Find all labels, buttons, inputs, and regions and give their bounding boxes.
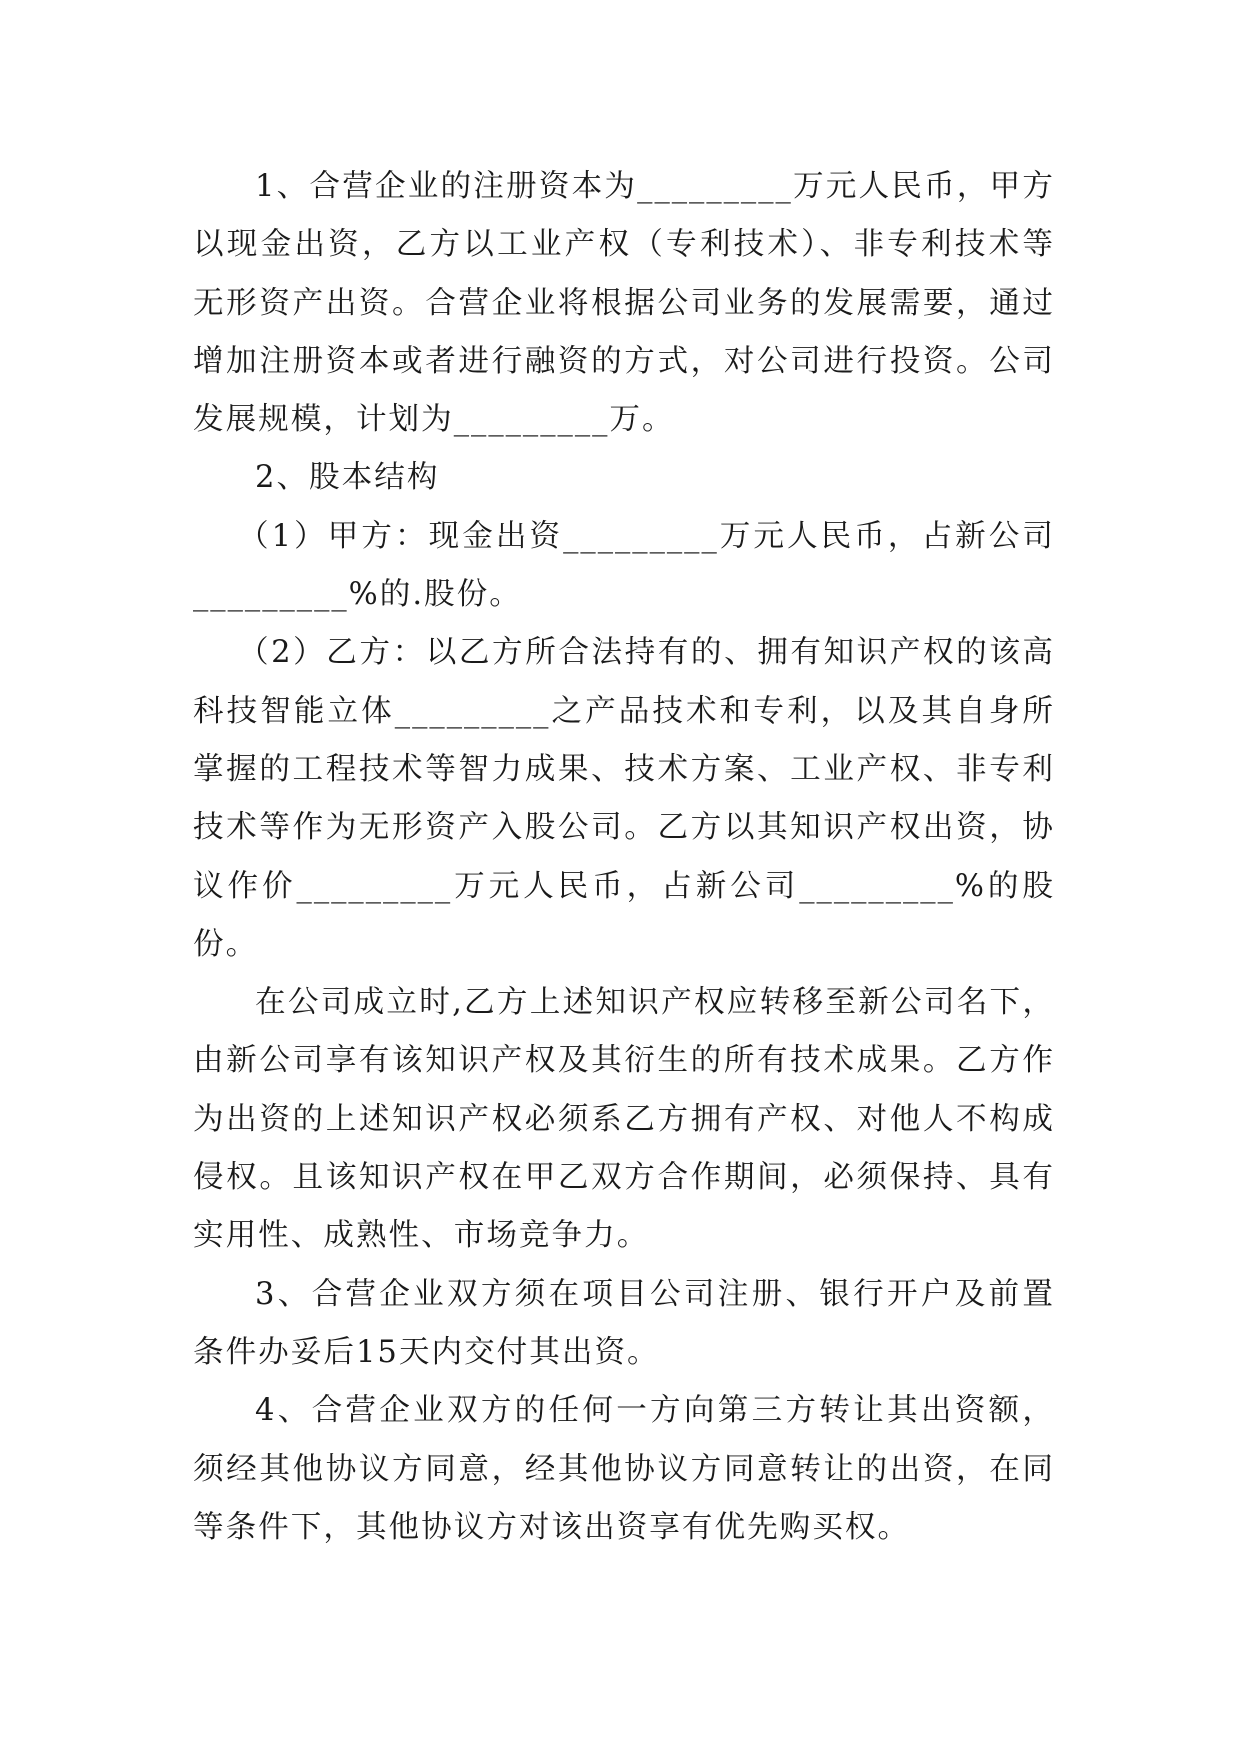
paragraph-registered-capital: 1、合营企业的注册资本为_________万元人民币，甲方以现金出资，乙方以工业产权（专利技术）、非专利技术等无形资产出资。合营企业将根据公司业务的发展需要，通过增加注册资本或者进行融资的方式，对公司进行投资。公司发展规模，计划为_________万。 <box>193 169 1055 438</box>
paragraph-party-b-contribution: （2）乙方：以乙方所合法持有的、拥有知识产权的该高科技智能立体_________之产品技术和专利，以及其自身所掌握的工程技术等智力成果、技术方案、工业产权、非专利技术等作为无形资产入股公司。乙方以其知识产权出资，协议作价_________万元人民币，占新公司_________%的股份。 <box>193 635 1055 962</box>
document-body <box>193 158 1055 1557</box>
paragraph-ip-transfer: 在公司成立时,乙方上述知识产权应转移至新公司名下，由新公司享有该知识产权及其衍生的所有技术成果。乙方作为出资的上述知识产权必须系乙方拥有产权、对他人不构成侵权。且该知识产权在甲乙双方合作期间，必须保持、具有实用性、成熟性、市场竞争力。 <box>193 985 1055 1254</box>
paragraph-payment-deadline: 3、合营企业双方须在项目公司注册、银行开户及前置条件办妥后15天内交付其出资。 <box>193 1276 1055 1370</box>
paragraph-share-structure-heading: 2、股本结构 <box>255 460 440 496</box>
paragraph-transfer-rights: 4、合营企业双方的任何一方向第三方转让其出资额，须经其他协议方同意，经其他协议方同意转让的出资，在同等条件下，其他协议方对该出资享有优先购买权。 <box>193 1393 1055 1545</box>
paragraph-party-a-contribution: （1）甲方：现金出资_________万元人民币，占新公司_________%的.股份。 <box>193 518 1055 613</box>
